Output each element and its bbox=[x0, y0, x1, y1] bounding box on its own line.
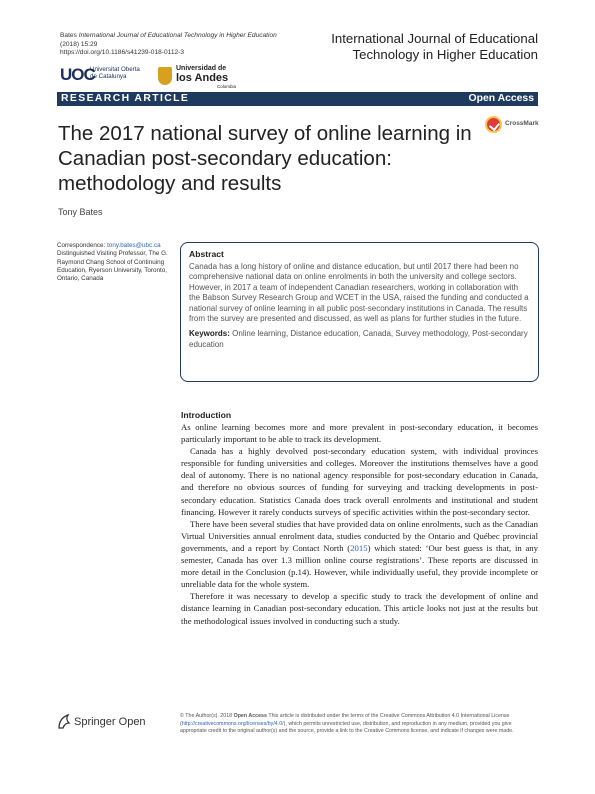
journal-title-line-1: International Journal of Educational bbox=[331, 31, 538, 46]
keywords-label: Keywords: bbox=[189, 329, 230, 339]
citation-line bbox=[60, 32, 330, 41]
paragraph-3 bbox=[181, 518, 538, 591]
crossmark-badge[interactable] bbox=[485, 116, 541, 136]
article-type-band bbox=[57, 92, 538, 106]
springer-open-logo bbox=[57, 713, 167, 733]
citation-link[interactable]: 2015 bbox=[350, 542, 368, 553]
license-part-1: © The Author(s). 2018 bbox=[180, 713, 234, 719]
article-body bbox=[181, 409, 538, 627]
andes-line-3: Colombia bbox=[216, 84, 236, 89]
article-type-label: RESEARCH ARTICLE bbox=[61, 93, 190, 104]
uoc-logo-text bbox=[90, 66, 156, 80]
abstract-heading: Abstract bbox=[189, 249, 224, 259]
article-meta bbox=[60, 32, 330, 58]
correspondence-email[interactable]: tony.bates@ubc.ca bbox=[107, 242, 161, 249]
license-part-2: This article is distributed under the terms of the Creative Commons Attribution 4.0 International License ( bbox=[180, 713, 510, 727]
crossmark-icon bbox=[485, 116, 502, 133]
section-heading-introduction: Introduction bbox=[181, 410, 232, 420]
license-part-3: ), which permits unrestricted use, distribution, and reproduction in any medium, provided you give appropriate credit to the original author(s) and the source, provide a link to the Creative Commons license, and indicate if changes were made. bbox=[180, 720, 514, 735]
license-link[interactable]: http://creativecommons.org/licenses/by/4.0/ bbox=[181, 720, 284, 727]
open-word: Open bbox=[118, 716, 146, 728]
paragraph-3-part-1: There have been several studies that have provided data on online enrolments, such as the Canadian Virtual Universities annual enrolment data, studies conducted by the Ontario and Québec provincial governments, and a report by Contact North ( bbox=[181, 518, 538, 553]
keywords bbox=[189, 329, 530, 350]
correspondence bbox=[57, 242, 172, 283]
springer-word: Springer bbox=[74, 716, 116, 728]
keywords-list: Online learning, Distance education, Canada, Survey methodology, Post-secondary education bbox=[189, 329, 528, 349]
paragraph-1: As online learning becomes more and more prevalent in post-secondary education, it becomes particularly important to be able to track its development. bbox=[181, 422, 538, 445]
uoc-line-2: de Catalunya bbox=[90, 73, 127, 80]
license-text bbox=[180, 713, 538, 736]
journal-title bbox=[308, 31, 538, 63]
license-open-access: Open Access bbox=[233, 713, 267, 719]
volume-line: (2018) 15:29 bbox=[60, 40, 98, 48]
andes-logo-text bbox=[176, 64, 246, 90]
springer-horse-icon bbox=[57, 714, 71, 730]
paragraph-2: Canada has a highly devolved post-secondary education system, with individual provinces responsible for funding universities and colleges. Moreover the institutions themselves have a good deal of autonomy. There is no national agency responsible for post-secondary education in Canada, and therefore no obvious sources of funding for surveying and tracking developments in post-secondary education. Statistics Canada does track overall enrolments and institutional and student financing. However it rarely conducts surveys of specific activities within the post-secondary sector. bbox=[181, 446, 538, 517]
paragraph-4: Therefore it was necessary to develop a specific study to track the development of online and distance learning in Canadian post-secondary education. This article looks not just at the results but the methodological issues involved in conducting such a study. bbox=[181, 591, 538, 626]
crossmark-label: CrossMark bbox=[505, 120, 539, 127]
uoc-logo: UOC bbox=[60, 65, 95, 84]
andes-line-2: los Andes bbox=[176, 72, 229, 84]
journal-name: International Journal of Educational Technology in Higher Education bbox=[78, 32, 277, 39]
abstract-box bbox=[180, 242, 539, 382]
abstract-text: Canada has a long history of online and distance education, but until 2017 there had been no comprehensive national data on online enrolments in both the university and college sectors. However, in 2017 a team of independent Canadian researchers, working in collaboration with the Babson Survey Research Group and WCET in the USA, raised the funding and conducted a national survey of online learning in all public post-secondary institutions in Canada. The results from the survey are presented and discussed, as well as plans for further studies in the future. bbox=[189, 262, 529, 324]
correspondence-affiliation: Distinguished Visiting Professor, The G. Raymond Chang School of Continuing Education, Ryerson University, Toronto, Ontario, Canada bbox=[57, 250, 168, 283]
article-title: The 2017 national survey of online learning in Canadian post-secondary education: methodology and results bbox=[58, 122, 472, 195]
doi-link[interactable]: https://doi.org/10.1186/s41239-018-0112-3 bbox=[60, 49, 185, 57]
open-access-label: Open Access bbox=[468, 93, 534, 104]
paragraph-3-part-2: ) which stated: ‘Our best guess is that, in any semester, Canada has over 1.3 million online course registrations’. These reports are discussed in more detail in the Conclusion (p.14). However, while individually useful, they provide incomplete or unreliable data for the whole system. bbox=[181, 542, 538, 590]
andes-line-1: Universidad de bbox=[176, 65, 227, 72]
andes-shield-icon bbox=[158, 67, 172, 85]
springer-name bbox=[74, 716, 146, 728]
uoc-line-1: Universitat Oberta bbox=[90, 66, 140, 73]
correspondence-label: Correspondence: bbox=[57, 242, 106, 249]
institution-logos bbox=[60, 64, 240, 92]
article-author: Tony Bates bbox=[58, 207, 103, 217]
author-short: Bates bbox=[60, 32, 77, 39]
journal-title-line-2: Technology in Higher Education bbox=[352, 47, 538, 62]
